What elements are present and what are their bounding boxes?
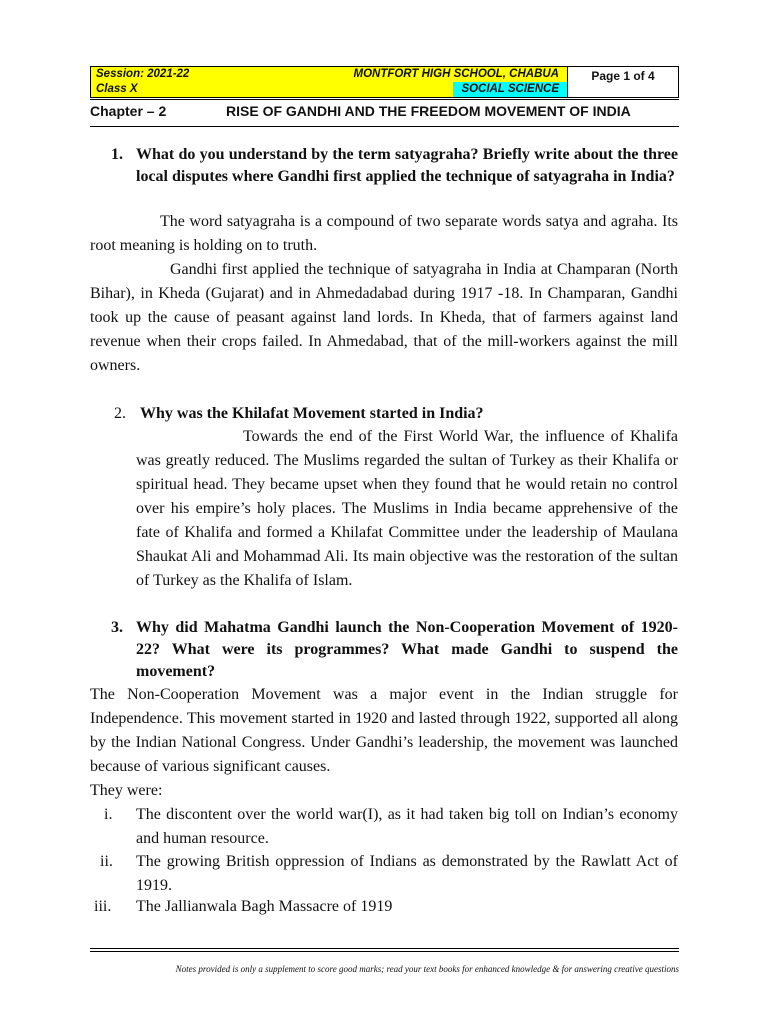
header-info-box [90,66,568,98]
subject-label: SOCIAL SCIENCE [453,82,567,97]
header-divider [90,99,679,100]
q2-number: 2. [114,405,126,422]
footer-divider-top [90,948,679,949]
q3-point-3: The Jallianwala Bagh Massacre of 1919 [136,898,393,915]
q3-they-were: They were: [90,782,163,799]
footer-note: Notes provided is only a supplement to score good marks; read your text books for enhanced knowledge & for answering creative questions [175,964,679,974]
q1-question: What do you understand by the term satyagraha? Briefly write about the three local disputes where Gandhi first applied the technique of satyagraha in India? [136,146,678,185]
document-header [90,66,679,98]
page-number-box [568,66,679,98]
chapter-title: RISE OF GANDHI AND THE FREEDOM MOVEMENT OF INDIA [226,103,631,119]
footer-divider-bottom [90,951,679,952]
q2-answer: Towards the end of the First World War, the influence of Khalifa was greatly reduced. The Muslims regarded the sultan of Turkey as their Khalifa or spiritual head. They became upset when they found that he would retain no control over his empire’s holy places. The Muslims in India became apprehensive of the fate of Khalifa and formed a Khilafat Committee under the leadership of Maulana Shaukat Ali and Mohammad Ali. Its main objective was the restoration of the sultan of Turkey as the Khalifa of Islam. [136,428,678,589]
q3-point-1: The discontent over the world war(I), as it had taken big toll on Indian’s economy and human resource. [136,806,678,847]
q3-answer: The Non-Cooperation Movement was a major event in the Indian struggle for Independence. This movement started in 1920 and lasted through 1922, supported all along by the Indian National Congress. Under Gandhi’s leadership, the movement was launched because of various significant causes. [90,686,678,775]
chapter-divider [90,126,679,127]
q1-number: 1. [111,146,123,163]
q1-answer-para-1: The word satyagraha is a compound of two separate words satya and agraha. Its root meaning is holding on to truth. [90,213,678,254]
header-row-class [91,82,567,97]
q2-question: Why was the Khilafat Movement started in India? [140,405,484,422]
q3-question: Why did Mahatma Gandhi launch the Non-Cooperation Movement of 1920-22? What were its programmes? What made Gandhi to suspend the movement? [136,619,678,680]
class-label: Class X [96,83,138,95]
q3-number: 3. [111,619,123,636]
session-label: Session: 2021-22 [96,68,190,80]
header-row-session [91,67,567,82]
page-number: Page 1 of 4 [591,69,655,83]
chapter-number: Chapter – 2 [90,103,167,119]
q3-point-2: The growing British oppression of Indians as demonstrated by the Rawlatt Act of 1919. [136,853,678,894]
q3-point-2-number: ii. [100,853,113,870]
school-name: MONTFORT HIGH SCHOOL, CHABUA [353,68,559,80]
q3-point-3-number: iii. [94,898,112,915]
q3-point-1-number: i. [104,806,113,823]
q1-answer-para-2: Gandhi first applied the technique of satyagraha in India at Champaran (North Bihar), in Kheda (Gujarat) and in Ahmedadabad during 1917 -18. In Champaran, Gandhi took up the cause of peasant against land lords. In Kheda, that of farmers against land revenue when their crops failed. In Ahmedabad, that of the mill-workers against the mill owners. [90,261,678,374]
